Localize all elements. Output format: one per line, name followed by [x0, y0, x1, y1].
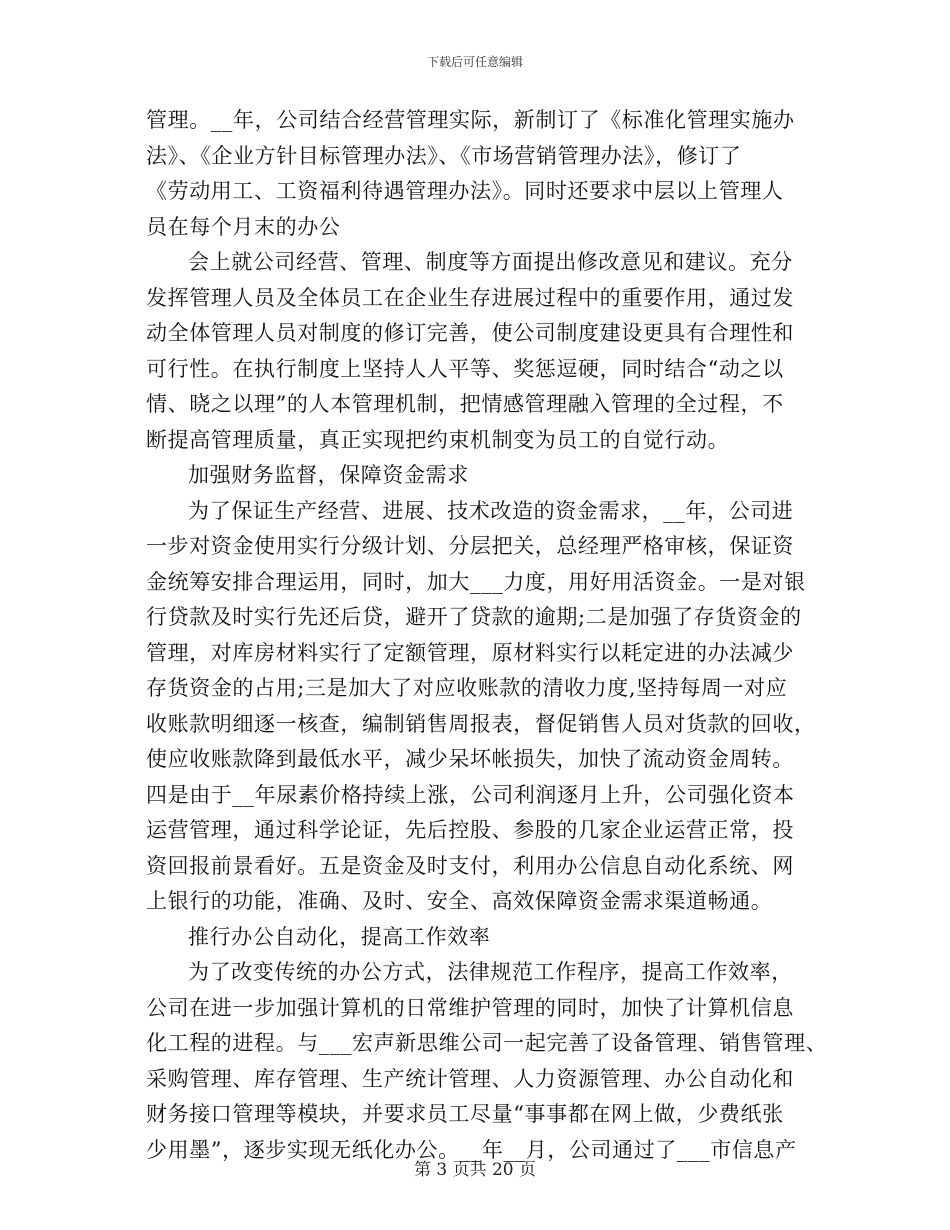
text-line: 使应收账款降到最低水平，减少呆坏帐损失，加快了流动资金周转。 [146, 747, 794, 771]
text-line: 发挥管理人员及全体员工在企业生存进展过程中的重要作用，通过发 [146, 285, 794, 310]
page-header-note: 下载后可任意编辑 [426, 55, 523, 69]
text-line: 一步对资金使用实行分级计划、分层把关，总经理严格审核，保证资 [146, 534, 794, 558]
text-line: 情、晓之以理”的人本管理机制，把情感管理融入管理的全过程，不 [146, 392, 784, 416]
text-line: 《劳动用工、工资福利待遇管理办法》。同时还要求中层以上管理人 [146, 179, 784, 203]
text-line: 可行性。在执行制度上坚持人人平等、奖惩逗硬，同时结合“动之以 [146, 356, 784, 381]
page-number: 第 3 页共 20 页 [413, 1160, 537, 1180]
text-line: 资回报前景看好。五是资金及时支付，利用办公信息自动化系统、网 [146, 853, 794, 878]
text-line: 员在每个月末的办公 [146, 214, 341, 239]
text-line: 法》、《企业方针目标管理办法》、《市场营销管理办法》，修订了 [146, 143, 742, 168]
text-line: 为了保证生产经营、进展、技术改造的资金需求，__年，公司进 [188, 498, 794, 523]
text-line: 化工程的进程。与___宏声新思维公司一起完善了设备管理、销售管理、 [146, 1031, 828, 1055]
text-line: 采购管理、库存管理、生产统计管理、人力资源管理、办公自动化和 [146, 1066, 794, 1091]
text-line: 金统筹安排合理运用，同时，加大___力度，用好用活资金。一是对银 [146, 569, 806, 594]
text-line: 收账款明细逐一核查，编制销售周报表，督促销售人员对货款的回收， [146, 711, 816, 736]
text-line: 公司在进一步加强计算机的日常维护管理的同时，加快了计算机信息 [146, 995, 794, 1020]
document-body [146, 103, 828, 1168]
text-line: 上银行的功能，准确、及时、安全、高效保障资金需求渠道畅通。 [146, 889, 773, 913]
text-line: 行贷款及时实行先还后贷，避开了贷款的逾期;二是加强了存货资金的 [146, 605, 802, 629]
text-line: 少用墨”，逐步实现无纸化办公。__年__月，公司通过了___市信息产 [146, 1137, 797, 1162]
text-line: 运营管理，通过科学论证，先后控股、参股的几家企业运营正常，投 [146, 818, 794, 842]
text-line: 存货资金的占用;三是加大了对应收账款的清收力度,坚持每周一对应 [146, 676, 788, 700]
text-line: 财务接口管理等模块，并要求员工尽量“事事都在网上做，少费纸张 [146, 1102, 784, 1126]
text-line: 动全体管理人员对制度的修订完善，使公司制度建设更具有合理性和 [146, 321, 794, 345]
text-line: 四是由于__年尿素价格持续上涨，公司利润逐月上升，公司强化资本 [146, 782, 795, 807]
text-line: 加强财务监督，保障资金需求 [188, 463, 469, 487]
text-line: 管理，对库房材料实行了定额管理，原材料实行以耗定进的办法减少 [146, 640, 794, 665]
text-line: 为了改变传统的办公方式，法律规范工作程序，提高工作效率， [188, 960, 793, 984]
text-line: 断提高管理质量，真正实现把约束机制变为员工的自觉行动。 [146, 427, 730, 452]
text-line: 会上就公司经营、管理、制度等方面提出修改意见和建议。充分 [188, 250, 793, 274]
text-line: 推行办公自动化，提高工作效率 [188, 924, 491, 949]
text-line: 管理。__年，公司结合经营管理实际，新制订了《标准化管理实施办 [146, 108, 795, 132]
